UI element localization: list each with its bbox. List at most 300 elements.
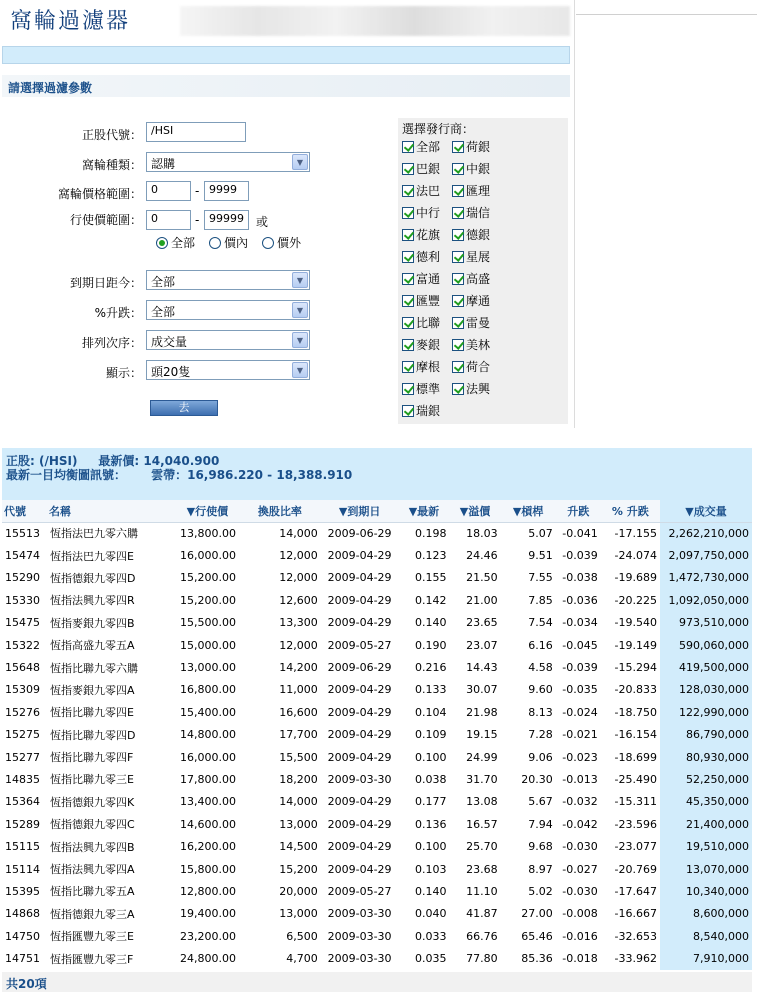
cell-ratio: 14,000: [279, 526, 318, 540]
checkbox-checked-icon: [452, 229, 464, 241]
cell-strike: 17,800.00: [180, 772, 237, 786]
issuer-label: 麥銀: [416, 338, 441, 352]
col-expiry[interactable]: ▼到期日: [321, 500, 399, 522]
cell-pct-change: -17.647: [614, 884, 657, 898]
issuer-checkbox[interactable]: [452, 292, 490, 309]
cell-ratio: 12,600: [279, 593, 318, 607]
cell-code: 15290: [5, 571, 40, 585]
app-title: 窩輪過濾器: [10, 9, 131, 34]
radio-all[interactable]: 全部: [156, 234, 195, 251]
issuer-label: 瑞信: [466, 206, 491, 220]
cell-change: -0.013: [562, 772, 598, 786]
strike-to-input[interactable]: 99999: [204, 210, 249, 230]
cell-ratio: 18,200: [279, 772, 318, 786]
col-volume[interactable]: ▼成交量: [660, 500, 752, 522]
cell-name: 恆指比聯九零五A: [49, 885, 135, 899]
issuer-panel: [398, 118, 568, 424]
issuer-checkbox[interactable]: [402, 336, 440, 353]
cell-code: 15330: [5, 593, 40, 607]
cell-premium: 11.10: [466, 884, 498, 898]
cell-change: -0.008: [562, 907, 598, 921]
issuer-checkbox[interactable]: [402, 248, 440, 265]
cell-last: 0.033: [415, 929, 447, 943]
cell-expiry: 2009-03-30: [327, 907, 392, 921]
cell-last: 0.123: [415, 549, 447, 563]
cell-expiry: 2009-04-29: [327, 750, 392, 764]
issuer-label: 德銀: [466, 228, 491, 242]
cell-expiry: 2009-05-27: [327, 884, 392, 898]
col-gearing[interactable]: ▼槓桿: [501, 500, 556, 522]
sort-order-value: 成交量: [151, 335, 188, 349]
table-header-row: [2, 500, 752, 522]
issuer-checkbox[interactable]: [402, 160, 440, 177]
checkbox-checked-icon: [452, 317, 464, 329]
cell-name: 恆指高盛九零五A: [49, 639, 135, 653]
cell-ratio: 15,500: [279, 750, 318, 764]
issuer-label: 中行: [416, 206, 441, 220]
cell-pct-change: -16.154: [614, 728, 657, 742]
cell-code: 15289: [5, 817, 40, 831]
cell-gearing: 7.85: [528, 593, 553, 607]
cell-last: 0.198: [415, 526, 447, 540]
cell-ratio: 13,000: [279, 817, 318, 831]
price-range-dash: -: [195, 184, 200, 198]
checkbox-checked-icon: [402, 317, 414, 329]
cell-gearing: 4.58: [528, 661, 553, 675]
cell-code: 15114: [5, 862, 40, 876]
go-button[interactable]: 去: [150, 400, 218, 416]
app-header: [0, 0, 574, 44]
table-row[interactable]: [2, 746, 752, 768]
cell-pct-change: -32.653: [614, 929, 657, 943]
issuer-checkbox[interactable]: [402, 204, 440, 221]
cell-premium: 66.76: [466, 929, 498, 943]
chevron-down-icon: ▼: [292, 272, 308, 288]
table-row[interactable]: [2, 947, 752, 969]
cell-gearing: 8.97: [528, 862, 553, 876]
table-row[interactable]: [2, 567, 752, 589]
cell-premium: 21.98: [466, 705, 498, 719]
cell-last: 0.035: [415, 952, 447, 966]
cell-code: 14750: [5, 929, 40, 943]
checkbox-checked-icon: [402, 207, 414, 219]
table-row[interactable]: [2, 813, 752, 835]
cell-ratio: 12,000: [279, 571, 318, 585]
checkbox-checked-icon: [452, 207, 464, 219]
cell-expiry: 2009-06-29: [327, 526, 392, 540]
cell-premium: 24.46: [466, 549, 498, 563]
cell-premium: 23.65: [466, 616, 498, 630]
cell-ratio: 14,000: [279, 795, 318, 809]
issuer-label: 巴銀: [416, 162, 441, 176]
checkbox-checked-icon: [452, 141, 464, 153]
cell-volume: 590,060,000: [660, 634, 752, 656]
cell-volume: 8,600,000: [660, 903, 752, 925]
cell-premium: 25.70: [466, 840, 498, 854]
underlying-label: 正股代號：: [81, 128, 142, 142]
table-row[interactable]: [2, 522, 752, 544]
issuer-label: 雷曼: [466, 316, 491, 330]
cell-ratio: 11,000: [279, 683, 318, 697]
strike-range-dash: -: [195, 213, 200, 227]
cell-ratio: 4,700: [286, 952, 318, 966]
cell-code: 15277: [5, 750, 40, 764]
cell-pct-change: -16.667: [614, 907, 657, 921]
cell-ratio: 13,300: [279, 616, 318, 630]
price-to-input[interactable]: 9999: [204, 181, 249, 201]
table-row[interactable]: [2, 768, 752, 790]
cell-premium: 30.07: [466, 683, 498, 697]
issuer-checkbox[interactable]: [402, 314, 440, 331]
issuer-checkbox[interactable]: [452, 182, 490, 199]
cell-volume: 1,092,050,000: [660, 589, 752, 611]
issuer-checkbox[interactable]: [402, 270, 440, 287]
cell-change: -0.016: [562, 929, 598, 943]
issuer-label: 標準: [416, 382, 441, 396]
warrant-type-select[interactable]: [146, 152, 310, 172]
cell-premium: 13.08: [466, 795, 498, 809]
cell-change: -0.038: [562, 571, 598, 585]
table-row[interactable]: [2, 589, 752, 611]
col-premium[interactable]: ▼溢價: [450, 500, 501, 522]
cell-volume: 122,990,000: [660, 701, 752, 723]
cell-change: -0.018: [562, 952, 598, 966]
cell-gearing: 8.13: [528, 705, 553, 719]
cell-name: 恆指比聯九零六購: [49, 661, 138, 675]
issuer-checkbox[interactable]: [402, 138, 440, 155]
cell-code: 15115: [5, 840, 40, 854]
cell-ratio: 12,000: [279, 638, 318, 652]
checkbox-checked-icon: [402, 339, 414, 351]
checkbox-checked-icon: [402, 141, 414, 153]
sort-order-select[interactable]: [146, 330, 310, 350]
cell-change: -0.045: [562, 638, 598, 652]
cell-name: 恆指德銀九零四C: [49, 818, 135, 832]
issuer-checkbox[interactable]: [402, 182, 440, 199]
chevron-down-icon: ▼: [292, 362, 308, 378]
cell-pct-change: -33.962: [614, 952, 657, 966]
underlying-input[interactable]: /HSI: [146, 122, 246, 142]
issuer-checkbox[interactable]: [452, 314, 490, 331]
cell-code: 15648: [5, 661, 40, 675]
result-count: 共20項: [2, 972, 752, 992]
strike-or-label: 或: [256, 215, 269, 229]
col-strike[interactable]: ▼行使價: [176, 500, 239, 522]
cell-volume: 21,400,000: [660, 813, 752, 835]
table-row[interactable]: [2, 612, 752, 634]
cell-volume: 19,510,000: [660, 835, 752, 857]
cell-strike: 15,500.00: [180, 616, 237, 630]
issuer-checkbox[interactable]: [402, 226, 440, 243]
col-code: 代號: [2, 500, 47, 522]
issuer-label: 荷合: [466, 360, 491, 374]
issuer-checkbox[interactable]: [452, 160, 490, 177]
display-select[interactable]: [146, 360, 310, 380]
cell-expiry: 2009-04-29: [327, 683, 392, 697]
cell-ratio: 14,200: [279, 661, 318, 675]
cell-expiry: 2009-04-29: [327, 862, 392, 876]
vertical-divider: [574, 0, 575, 428]
table-row[interactable]: [2, 903, 752, 925]
issuer-checkbox[interactable]: [452, 270, 490, 287]
cell-ratio: 16,600: [279, 705, 318, 719]
issuer-label: 摩根: [416, 360, 441, 374]
issuer-checkbox[interactable]: [452, 204, 490, 221]
cell-name: 恆指法興九零四A: [49, 863, 135, 877]
strike-range-label: 行使價範圍：: [69, 213, 142, 227]
chevron-down-icon: ▼: [292, 154, 308, 170]
cell-pct-change: -19.540: [614, 616, 657, 630]
table-row[interactable]: [2, 791, 752, 813]
issuer-label: 比聯: [416, 316, 441, 330]
table-row[interactable]: [2, 925, 752, 947]
cell-premium: 16.57: [466, 817, 498, 831]
table-row[interactable]: [2, 880, 752, 902]
checkbox-checked-icon: [452, 185, 464, 197]
issuer-label: 法興: [466, 382, 491, 396]
table-row[interactable]: [2, 544, 752, 566]
cell-name: 恆指德銀九零三A: [49, 907, 135, 921]
cell-volume: 86,790,000: [660, 724, 752, 746]
checkbox-checked-icon: [402, 273, 414, 285]
checkbox-checked-icon: [402, 361, 414, 373]
cell-gearing: 9.51: [528, 549, 553, 563]
issuer-label: 德利: [416, 250, 441, 264]
cell-ratio: 14,500: [279, 840, 318, 854]
cell-premium: 24.99: [466, 750, 498, 764]
cell-change: -0.036: [562, 593, 598, 607]
cell-volume: 52,250,000: [660, 768, 752, 790]
cell-change: -0.023: [562, 750, 598, 764]
cell-last: 0.142: [415, 593, 447, 607]
cell-volume: 45,350,000: [660, 791, 752, 813]
cell-premium: 21.50: [466, 571, 498, 585]
issuer-checkbox[interactable]: [452, 226, 490, 243]
issuer-checkbox[interactable]: [402, 292, 440, 309]
cell-last: 0.177: [415, 795, 447, 809]
cell-expiry: 2009-03-30: [327, 772, 392, 786]
cell-pct-change: -23.077: [614, 840, 657, 854]
cell-last: 0.038: [415, 772, 447, 786]
cell-gearing: 27.00: [521, 907, 553, 921]
table-row[interactable]: [2, 835, 752, 857]
cell-premium: 18.03: [466, 526, 498, 540]
cell-change: -0.039: [562, 549, 598, 563]
cell-change: -0.032: [562, 795, 598, 809]
cell-code: 15276: [5, 705, 40, 719]
last-price-label: 最新價:: [98, 454, 140, 468]
issuer-label: 星展: [466, 250, 491, 264]
cell-ratio: 17,700: [279, 728, 318, 742]
col-ratio: 換股比率: [239, 500, 321, 522]
cell-expiry: 2009-03-30: [327, 952, 392, 966]
cell-gearing: 6.16: [528, 638, 553, 652]
cell-name: 恆指匯豐九零三F: [49, 952, 134, 966]
checkbox-checked-icon: [402, 383, 414, 395]
cell-pct-change: -17.155: [614, 526, 657, 540]
checkbox-checked-icon: [402, 251, 414, 263]
expiry-select[interactable]: [146, 270, 310, 290]
cell-last: 0.133: [415, 683, 447, 697]
cell-change: -0.030: [562, 884, 598, 898]
cell-strike: 15,200.00: [180, 593, 237, 607]
display-value: 頭20隻: [151, 365, 191, 379]
checkbox-checked-icon: [452, 251, 464, 263]
cloud-value: 雲帶：16,986.220 - 18,388.910: [151, 468, 353, 482]
table-row[interactable]: [2, 724, 752, 746]
cell-strike: 14,600.00: [180, 817, 237, 831]
cell-gearing: 20.30: [521, 772, 553, 786]
cell-strike: 16,000.00: [180, 750, 237, 764]
results-table: [2, 500, 752, 970]
cell-last: 0.109: [415, 728, 447, 742]
issuer-checkbox[interactable]: [452, 336, 490, 353]
filter-section-title: 請選擇過濾參數: [2, 75, 570, 97]
cell-pct-change: -18.750: [614, 705, 657, 719]
radio-in-the-money[interactable]: 價內: [209, 234, 248, 251]
checkbox-checked-icon: [452, 295, 464, 307]
issuer-checkbox[interactable]: [452, 358, 490, 375]
cell-code: 15309: [5, 683, 40, 697]
issuer-title: 選擇發行商：: [402, 122, 475, 136]
cell-last: 0.140: [415, 884, 447, 898]
cell-last: 0.040: [415, 907, 447, 921]
cell-pct-change: -19.689: [614, 571, 657, 585]
cell-strike: 19,400.00: [180, 907, 237, 921]
cell-expiry: 2009-04-29: [327, 840, 392, 854]
issuer-label: 瑞銀: [416, 404, 441, 418]
cell-volume: 973,510,000: [660, 612, 752, 634]
issuer-checkbox[interactable]: [402, 402, 440, 419]
cloud-info-line: [6, 466, 352, 483]
cell-volume: 2,097,750,000: [660, 544, 752, 566]
table-row[interactable]: [2, 858, 752, 880]
table-row[interactable]: [2, 701, 752, 723]
table-row[interactable]: [2, 634, 752, 656]
cell-last: 0.155: [415, 571, 447, 585]
price-range-label: 窩輪價格範圍：: [57, 187, 142, 201]
cell-premium: 77.80: [466, 952, 498, 966]
cell-name: 恆指比聯九零四D: [49, 728, 136, 742]
checkbox-checked-icon: [452, 163, 464, 175]
cell-volume: 1,472,730,000: [660, 567, 752, 589]
cell-premium: 41.87: [466, 907, 498, 921]
cell-gearing: 5.07: [528, 526, 553, 540]
radio-out-of-money[interactable]: 價外: [262, 234, 301, 251]
cell-strike: 12,800.00: [180, 884, 237, 898]
col-last[interactable]: ▼最新: [398, 500, 449, 522]
sort-order-label: 排列次序：: [81, 336, 142, 350]
cell-volume: 419,500,000: [660, 656, 752, 678]
cell-pct-change: -20.769: [614, 862, 657, 876]
cell-gearing: 65.46: [521, 929, 553, 943]
cell-ratio: 20,000: [279, 884, 318, 898]
cell-pct-change: -15.311: [614, 795, 657, 809]
cell-name: 恆指匯豐九零三E: [49, 930, 134, 944]
checkbox-checked-icon: [452, 339, 464, 351]
issuer-label: 全部: [416, 140, 441, 154]
cell-strike: 14,800.00: [180, 728, 237, 742]
cell-change: -0.034: [562, 616, 598, 630]
issuer-label: 高盛: [466, 272, 491, 286]
pct-change-select[interactable]: [146, 300, 310, 320]
price-from-input[interactable]: 0: [146, 181, 191, 201]
cell-strike: 16,200.00: [180, 840, 237, 854]
cell-expiry: 2009-04-29: [327, 817, 392, 831]
issuer-checkbox[interactable]: [402, 358, 440, 375]
issuer-checkbox[interactable]: [452, 248, 490, 265]
strike-from-input[interactable]: 0: [146, 210, 191, 230]
cell-strike: 13,800.00: [180, 526, 237, 540]
cell-code: 15475: [5, 616, 40, 630]
cell-gearing: 5.02: [528, 884, 553, 898]
cell-strike: 16,800.00: [180, 683, 237, 697]
cell-expiry: 2009-04-29: [327, 571, 392, 585]
cell-pct-change: -20.225: [614, 593, 657, 607]
cell-last: 0.104: [415, 705, 447, 719]
checkbox-checked-icon: [402, 229, 414, 241]
issuer-checkbox[interactable]: [452, 138, 490, 155]
warrant-type-value: 認購: [151, 157, 176, 171]
col-change: 升跌: [556, 500, 601, 522]
issuer-label: 匯理: [466, 184, 491, 198]
expiry-label: 到期日距今：: [69, 276, 142, 290]
cell-premium: 23.68: [466, 862, 498, 876]
cell-name: 恆指比聯九零四F: [49, 751, 134, 765]
cell-change: -0.039: [562, 661, 598, 675]
cell-pct-change: -24.074: [614, 549, 657, 563]
cell-last: 0.140: [415, 616, 447, 630]
cell-name: 恆指麥銀九零四B: [49, 616, 135, 630]
cell-code: 15513: [5, 526, 40, 540]
checkbox-checked-icon: [452, 383, 464, 395]
cell-strike: 23,200.00: [180, 929, 237, 943]
table-row[interactable]: [2, 679, 752, 701]
issuer-label: 美林: [466, 338, 491, 352]
checkbox-checked-icon: [402, 405, 414, 417]
checkbox-checked-icon: [402, 185, 414, 197]
cell-expiry: 2009-04-29: [327, 549, 392, 563]
cell-expiry: 2009-03-30: [327, 929, 392, 943]
pct-change-value: 全部: [151, 305, 176, 319]
cell-strike: 15,000.00: [180, 638, 237, 652]
issuer-checkbox[interactable]: [402, 380, 440, 397]
pct-change-label: %升跌：: [94, 306, 142, 320]
table-row[interactable]: [2, 656, 752, 678]
cell-strike: 15,400.00: [180, 705, 237, 719]
checkbox-checked-icon: [452, 361, 464, 373]
cell-expiry: 2009-05-27: [327, 638, 392, 652]
issuer-checkbox[interactable]: [452, 380, 490, 397]
moneyness-radio-group: [156, 234, 301, 251]
cell-last: 0.136: [415, 817, 447, 831]
col-name: 名稱: [47, 500, 176, 522]
cell-premium: 21.00: [466, 593, 498, 607]
cell-expiry: 2009-04-29: [327, 593, 392, 607]
cloud-label: 最新一目均衡圖訊號：: [6, 468, 127, 482]
cell-pct-change: -18.699: [614, 750, 657, 764]
cell-gearing: 7.28: [528, 728, 553, 742]
col-pct-change: % 升跌: [601, 500, 660, 522]
cell-pct-change: -25.490: [614, 772, 657, 786]
chevron-down-icon: ▼: [292, 302, 308, 318]
cell-volume: 8,540,000: [660, 925, 752, 947]
cell-strike: 15,200.00: [180, 571, 237, 585]
cell-code: 14868: [5, 907, 40, 921]
cell-name: 恆指法興九零四B: [49, 840, 135, 854]
cell-pct-change: -19.149: [614, 638, 657, 652]
cell-volume: 2,262,210,000: [660, 522, 752, 544]
